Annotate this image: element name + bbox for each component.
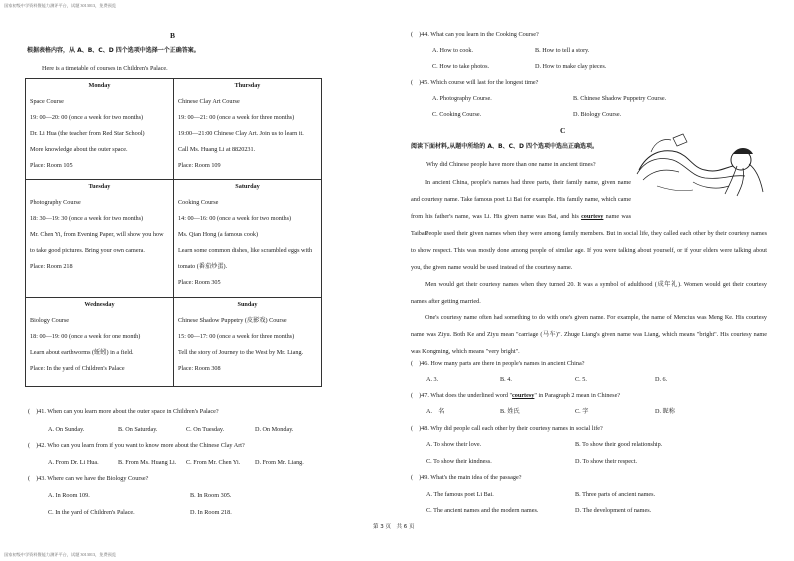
day-heading: Sunday [237, 301, 258, 308]
section-b-instruction: 根据表格内容，从 A、B、C、D 四个选项中选择一个正确答案。 [27, 47, 200, 54]
timetable-cell-thursday [174, 79, 322, 180]
answer-paren-open: ( [411, 392, 414, 399]
day-heading: Wednesday [84, 301, 115, 308]
option-c[interactable]: C. On Tuesday. [186, 426, 225, 433]
timetable-cell-monday [26, 79, 174, 180]
answer-paren-open: ( [411, 31, 414, 38]
option-a[interactable]: A. 3. [426, 376, 439, 383]
answer-paren-open: ( [411, 79, 414, 86]
question-45 [411, 79, 538, 87]
option-b[interactable]: B. From Ms. Huang Li. [118, 459, 177, 466]
answer-paren-open: ( [411, 474, 414, 481]
passage-paragraph-3: People used their given names when they were among family members. But in social life, they called each other by their courtesy names to show respect. This was mostly done among people of similar age. If you were talking about yourself, or if your elders were talking about you, the given name would be used instead of the courtesy name. [411, 230, 767, 271]
day-heading: Saturday [235, 183, 260, 190]
option-d[interactable]: D. How to make clay pieces. [535, 63, 607, 70]
course-line: Place: Room 218 [30, 262, 73, 270]
paragraph-text: In ancient China, people's names had three parts, their family name, given name and courtesy name. Take famous poet Li Bai for example. His family name, which came from his father's name, was Li. His given name was Bai, and his [411, 179, 631, 220]
answer-paren-open: ( [28, 408, 31, 415]
course-line: Place: In the yard of Children's Palace [30, 364, 125, 372]
course-line: Dr. Li Hua (the teacher from Red Star School) [30, 129, 145, 137]
passage-paragraph-1: Why did Chinese people have more than one name in ancient times? [426, 161, 596, 168]
day-heading: Monday [88, 82, 111, 89]
question-stem: 42. Who can you learn from if you want to know more about the Chinese Clay Art? [38, 442, 245, 449]
course-line: 14: 00—16: 00 (once a week for two months) [178, 214, 292, 222]
section-b-intro: Here is a timetable of courses in Children's Palace. [42, 65, 168, 72]
question-stem: 48. Why did people call each other by their courtesy names in social life? [421, 425, 603, 432]
ancient-poet-illustration [633, 130, 769, 198]
course-timetable [25, 78, 322, 387]
question-stem: 49. What's the main idea of the passage? [421, 474, 522, 481]
course-line: Cooking Course [178, 198, 219, 206]
course-line: Photography Course [30, 198, 81, 206]
question-48 [411, 425, 603, 433]
question-stem: 47. What does the underlined word " [421, 392, 513, 399]
question-stem: 44. What can you learn in the Cooking Course? [421, 31, 539, 38]
question-stem: 46. How many parts are there in people's names in ancient China? [421, 360, 585, 367]
question-47 [411, 392, 620, 400]
option-a[interactable]: A. How to cook. [432, 47, 474, 54]
course-line: 15: 00—17: 00 (once a week for three months) [178, 332, 295, 340]
option-c[interactable]: C. The ancient names and the modern names. [426, 507, 539, 514]
option-c[interactable]: C. From Mr. Chen Yi. [186, 459, 241, 466]
underlined-word: courtesy [512, 392, 535, 399]
option-a[interactable]: A. From Dr. Li Hua. [48, 459, 99, 466]
page-number: 第 3 页 共 6 页 [373, 524, 415, 530]
option-d[interactable]: D. From Mr. Liang. [255, 459, 304, 466]
course-line: Space Course [30, 97, 64, 105]
answer-paren-open: ( [28, 475, 31, 482]
option-a[interactable]: A. The famous poet Li Bai. [426, 491, 494, 498]
question-stem: 43. Where can we have the Biology Course? [38, 475, 149, 482]
option-c[interactable]: C. In the yard of Children's Palace. [48, 509, 135, 516]
question-stem: 45. Which course will last for the longest time? [421, 79, 539, 86]
passage-paragraph-5: One's courtesy name often had something to do with one's given name. For example, the name of Mencius was Meng Ke. His courtesy name was Ziyu. Both Ke and Ziyu mean "carriage (马车)". Zhuge Liang's given name was Liang, which means "bright". His courtesy name was Kongming, which means "very bright". [411, 314, 767, 355]
day-heading: Thursday [234, 82, 261, 89]
option-a[interactable]: A. In Room 109. [48, 492, 90, 499]
option-d[interactable]: D. Biology Course. [573, 111, 622, 118]
question-stem: 41. When can you learn more about the outer space in Children's Palace? [38, 408, 219, 415]
question-stem: " in Paragraph 2 mean in Chinese? [534, 392, 621, 399]
course-line: Place: Room 305 [178, 278, 221, 286]
option-b[interactable]: B. In Room 305. [190, 492, 232, 499]
answer-paren-close[interactable]: ) [419, 474, 422, 481]
option-c[interactable]: C. 字 [575, 408, 589, 415]
option-d[interactable]: D. In Room 218. [190, 509, 232, 516]
question-44 [411, 31, 539, 39]
question-42 [28, 442, 245, 450]
answer-paren-close[interactable]: ) [419, 79, 422, 86]
answer-paren-open: ( [411, 425, 414, 432]
option-b[interactable]: B. Three parts of ancient names. [575, 491, 656, 498]
timetable-cell-wednesday [26, 298, 174, 387]
course-line: Learn some common dishes, like scrambled eggs with tomato (番茄炒蛋). [178, 246, 313, 270]
option-c[interactable]: C. To show their kindness. [426, 458, 492, 465]
option-d[interactable]: D. The development of names. [575, 507, 652, 514]
option-b[interactable]: B. Chinese Shadow Puppetry Course. [573, 95, 667, 102]
answer-paren-close[interactable]: ) [419, 392, 422, 399]
section-c-instruction: 阅读下面材料,从题中所给的 A、B、C、D 四个选项中选出正确选项。 [411, 143, 599, 150]
paragraph-text: name was Taibai. [411, 213, 631, 237]
course-line: More knowledge about the outer space. [30, 145, 128, 153]
watermark-top: 国家初级中学资料暨能力测评平台，试题 3013013，免费预览 [4, 3, 117, 8]
option-b[interactable]: B. How to tell a story. [535, 47, 590, 54]
question-49 [411, 474, 521, 482]
course-line: Chinese Clay Art Course [178, 97, 240, 105]
course-line: 19:00—21:00 Chinese Clay Art. Join us to learn it. [178, 129, 304, 137]
course-line: Tell the story of Journey to the West by Mr. Liang. [178, 348, 304, 356]
option-a[interactable]: A. Photography Course. [432, 95, 492, 102]
answer-paren-close[interactable]: ) [36, 408, 39, 415]
course-line: Ms. Qian Hong (a famous cook) [178, 230, 259, 238]
course-line: 19: 00—21: 00 (once a week for three months) [178, 113, 295, 121]
answer-paren-close[interactable]: ) [419, 425, 422, 432]
answer-paren-close[interactable]: ) [419, 360, 422, 367]
course-line: Place: Room 308 [178, 364, 221, 372]
section-c-title: C [560, 126, 566, 135]
course-line: Place: Room 109 [178, 161, 221, 169]
answer-paren-open: ( [411, 360, 414, 367]
answer-paren-close[interactable]: ) [36, 442, 39, 449]
option-a[interactable]: A. On Sunday. [48, 426, 85, 433]
course-line: 18: 30—19: 30 (once a week for two months) [30, 214, 144, 222]
timetable-cell-saturday [174, 180, 322, 298]
course-line: 18: 00—19: 00 (once a week for one month) [30, 332, 141, 340]
option-b[interactable]: B. To show their good relationship. [575, 441, 663, 448]
option-c[interactable]: C. 5. [575, 376, 587, 383]
timetable-cell-sunday [174, 298, 322, 387]
watermark-bottom: 国家初级中学资料暨能力测评平台，试题 3013013，免费预览 [4, 552, 117, 557]
option-d[interactable]: D. 昵称 [655, 408, 675, 415]
course-line: Biology Course [30, 316, 70, 324]
timetable-cell-tuesday [26, 180, 174, 298]
course-line: 19: 00—20: 00 (once a week for two months) [30, 113, 144, 121]
section-b-title: B [170, 31, 176, 40]
option-b[interactable]: B. 4. [500, 376, 512, 383]
answer-paren-close[interactable]: ) [36, 475, 39, 482]
question-41 [28, 408, 219, 416]
answer-paren-close[interactable]: ) [419, 31, 422, 38]
course-line: Call Ms. Huang Li at 8820231. [178, 145, 256, 153]
underlined-word: courtesy [581, 213, 604, 220]
question-43 [28, 475, 148, 483]
option-a[interactable]: A. To show their love. [426, 441, 482, 448]
passage-paragraph-4: Men would get their courtesy names when they turned 20. It was a symbol of adulthood (成年礼). Women would get their courtesy names after getting married. [411, 281, 767, 305]
option-b[interactable]: B. On Saturday. [118, 426, 158, 433]
course-line: Learn about earthworms (蚯蚓) in a field. [30, 348, 134, 356]
answer-paren-open: ( [28, 442, 31, 449]
course-line: Mr. Chen Yi, from Evening Paper, will show you how to take good pictures. Bring your own camera. [30, 230, 164, 254]
day-heading: Tuesday [88, 183, 111, 190]
option-c[interactable]: C. How to take photos. [432, 63, 490, 70]
option-c[interactable]: C. Cooking Course. [432, 111, 482, 118]
course-line: Place: Room 105 [30, 161, 73, 169]
option-a[interactable]: A. 名 [426, 408, 445, 415]
question-46 [411, 360, 584, 368]
option-d[interactable]: D. 6. [655, 376, 668, 383]
option-b[interactable]: B. 姓氏 [500, 408, 520, 415]
option-d[interactable]: D. To show their respect. [575, 458, 638, 465]
course-line: Chinese Shadow Puppetry (皮影戏) Course [178, 316, 287, 324]
option-d[interactable]: D. On Monday. [255, 426, 294, 433]
